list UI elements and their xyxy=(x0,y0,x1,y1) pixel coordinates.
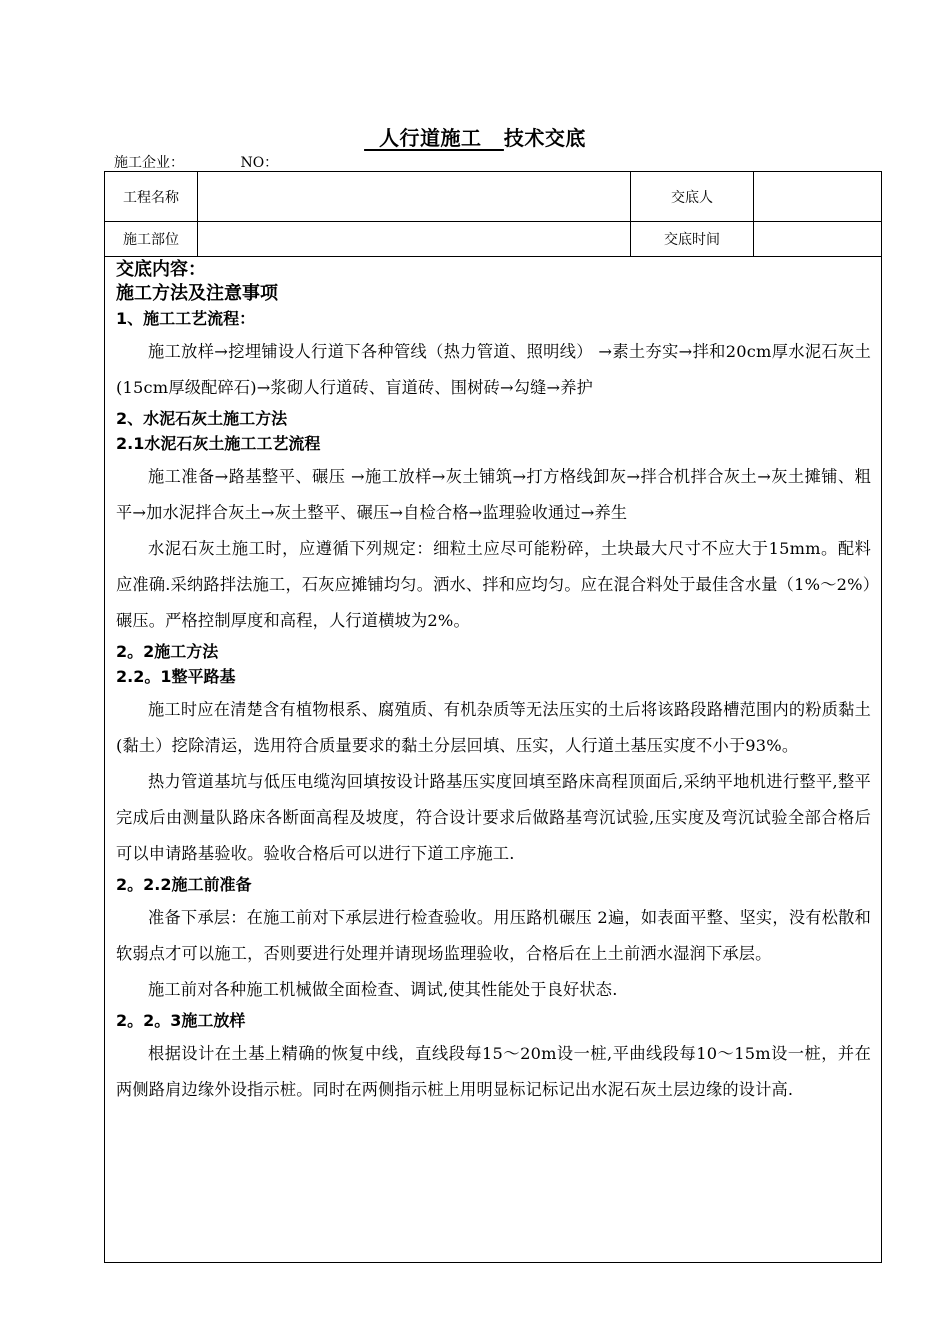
location-label: 施工部位 xyxy=(105,222,198,257)
content-heading: 交底内容： xyxy=(116,259,206,280)
section-2-2-1-paragraph-1: 施工时应在清楚含有植物根系、腐殖质、有机杂质等无法压实的土后将该路段路槽范围内的粉质黏土(黏土）挖除清运，选用符合质量要求的黏土分层回填、压实，人行道土基压实度不小于93%。 xyxy=(116,700,871,755)
section-2-2-2-paragraph-1: 准备下承层：在施工前对下承层进行检查验收。用压路机碾压 2遍，如表面平整、坚实，没有松散和软弱点才可以施工，否则要进行处理并请现场监理验收，合格后在上土前洒水湿润下承层。 xyxy=(116,908,871,963)
time-label: 交底时间 xyxy=(631,222,754,257)
header-meta xyxy=(114,152,278,172)
section-2-2-1-title: 2.2。1整平路基 xyxy=(116,667,236,686)
title-underlined-part: 人行道施工 xyxy=(364,126,504,150)
project-name-label: 工程名称 xyxy=(105,172,198,222)
info-row-1 xyxy=(105,172,882,222)
method-heading: 施工方法及注意事项 xyxy=(116,283,278,304)
document-title xyxy=(0,122,950,151)
section-2-title: 2、水泥石灰土施工方法 xyxy=(116,409,288,428)
presenter-label: 交底人 xyxy=(631,172,754,222)
presenter-value[interactable] xyxy=(753,172,881,222)
info-table xyxy=(104,171,882,257)
no-label: NO： xyxy=(240,155,279,171)
time-value[interactable] xyxy=(753,222,881,257)
section-2-2-2-title: 2。2.2施工前准备 xyxy=(116,875,252,894)
section-2-2-1-paragraph-2: 热力管道基坑与低压电缆沟回填按设计路基压实度回填至路床高程顶面后,采纳平地机进行整平,整平完成后由测量队路床各断面高程及坡度，符合设计要求后做路基弯沉试验,压实度及弯沉试验全部合格后可以申请路基验收。验收合格后可以进行下道工序施工. xyxy=(116,772,871,863)
info-row-2 xyxy=(105,222,882,257)
title-suffix: 技术交底 xyxy=(503,126,586,150)
project-name-value[interactable] xyxy=(197,172,630,222)
section-1-paragraph: 施工放样→挖埋铺设人行道下各种管线（热力管道、照明线） →素土夯实→拌和20cm厚水泥石灰土(15cm厚级配碎石)→浆砌人行道砖、盲道砖、围树砖→勾缝→养护 xyxy=(116,342,871,397)
section-2-1-paragraph-1: 施工准备→路基整平、碾压 →施工放样→灰土铺筑→打方格线卸灰→拌合机拌合灰土→灰土摊铺、粗平→加水泥拌合灰土→灰土整平、碾压→自检合格→监理验收通过→养生 xyxy=(116,467,871,522)
section-2-1-paragraph-2: 水泥石灰土施工时，应遵循下列规定：细粒土应尽可能粉碎，土块最大尺寸不应大于15mm。配料应准确.采纳路拌法施工，石灰应摊铺均匀。洒水、拌和应均匀。应在混合料处于最佳含水量（1%～2%）碾压。严格控制厚度和高程，人行道横坡为2%。 xyxy=(116,539,871,630)
content-box xyxy=(104,256,882,1263)
section-2-2-3-title: 2。2。3施工放样 xyxy=(116,1011,246,1030)
section-2-2-title: 2。2施工方法 xyxy=(116,642,219,661)
section-2-1-title: 2.1水泥石灰土施工工艺流程 xyxy=(116,434,321,453)
location-value[interactable] xyxy=(197,222,630,257)
section-2-2-3-paragraph: 根据设计在土基上精确的恢复中线，直线段每15～20m设一桩,平曲线段每10～15m设一桩，并在两侧路肩边缘外设指示桩。同时在两侧指示桩上用明显标记标记出水泥石灰土层边缘的设计高. xyxy=(116,1044,871,1099)
company-label: 施工企业： xyxy=(114,155,184,171)
section-2-2-2-paragraph-2: 施工前对各种施工机械做全面检查、调试,使其性能处于良好状态. xyxy=(148,980,618,999)
section-1-title: 1、施工工艺流程： xyxy=(116,309,256,328)
